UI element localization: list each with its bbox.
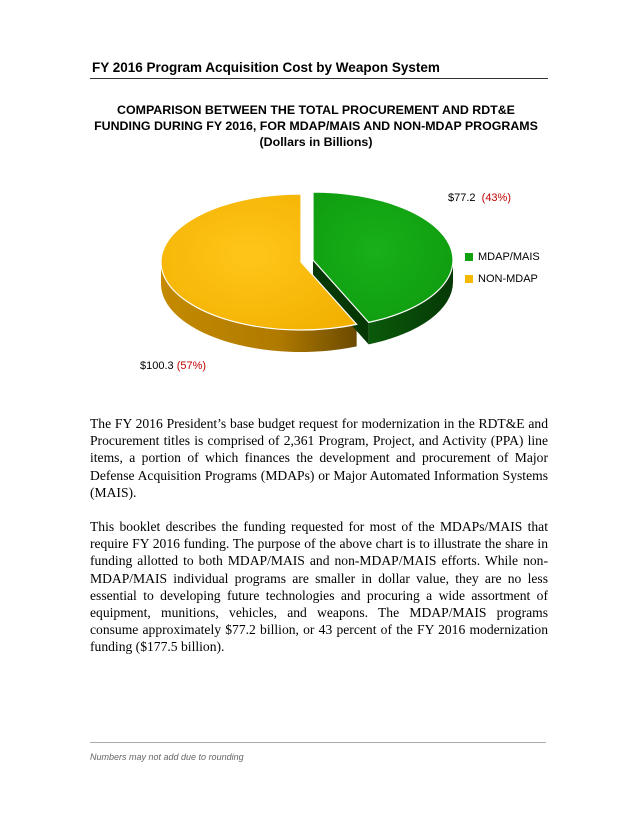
footnote: Numbers may not add due to rounding (90, 752, 244, 762)
chart-title-line-3: (Dollars in Billions) (259, 135, 373, 149)
pie-chart (0, 0, 638, 400)
chart-title-line-1: COMPARISON BETWEEN THE TOTAL PROCUREMENT AND RDT&E (117, 103, 515, 117)
footer-divider (90, 742, 546, 743)
legend-label-mdap: MDAP/MAIS (478, 251, 540, 263)
legend-swatch-non-mdap (465, 275, 473, 283)
chart-title-line-2: FUNDING DURING FY 2016, FOR MDAP/MAIS AND NON-MDAP PROGRAMS (94, 119, 538, 133)
slice-pct-mdap: (43%) (481, 192, 511, 204)
slice-value-non-mdap: $100.3 (140, 360, 174, 372)
chart-legend (465, 246, 540, 290)
legend-item-mdap (465, 246, 540, 268)
slice-label-mdap (448, 192, 511, 204)
legend-label-non-mdap: NON-MDAP (478, 273, 538, 285)
slice-value-mdap: $77.2 (448, 192, 476, 204)
paragraph-1: The FY 2016 President’s base budget request for modernization in the RDT&E and Procurement titles is comprised of 2,361 Program, Project, and Activity (PPA) line items, a portion of which finances the development and procurement of Major Defense Acquisition Programs (MDAPs) or Major Automated Information Systems (MAIS). (90, 416, 548, 500)
slice-label-non-mdap (140, 360, 206, 372)
slice-pct-non-mdap: (57%) (176, 360, 207, 372)
paragraph-2: This booklet describes the funding requested for most of the MDAPs/MAIS that require FY 2016 funding. The purpose of the above chart is to illustrate the share in funding allotted to both MDAP/MAIS and non-MDAP/MAIS efforts. While non-MDAP/MAIS individual programs are smaller in dollar value, they are no less essential to developing future technologies and procuring a wide assortment of equipment, munitions, vehicles, and weapons. The MDAP/MAIS programs consume approximately $77.2 billion, or 43 percent of the FY 2016 modernization funding ($177.5 billion). (90, 519, 548, 655)
body-text (90, 415, 548, 673)
legend-swatch-mdap (465, 253, 473, 261)
legend-item-non-mdap (465, 268, 540, 290)
page-header-title: FY 2016 Program Acquisition Cost by Weapon System (92, 60, 440, 75)
